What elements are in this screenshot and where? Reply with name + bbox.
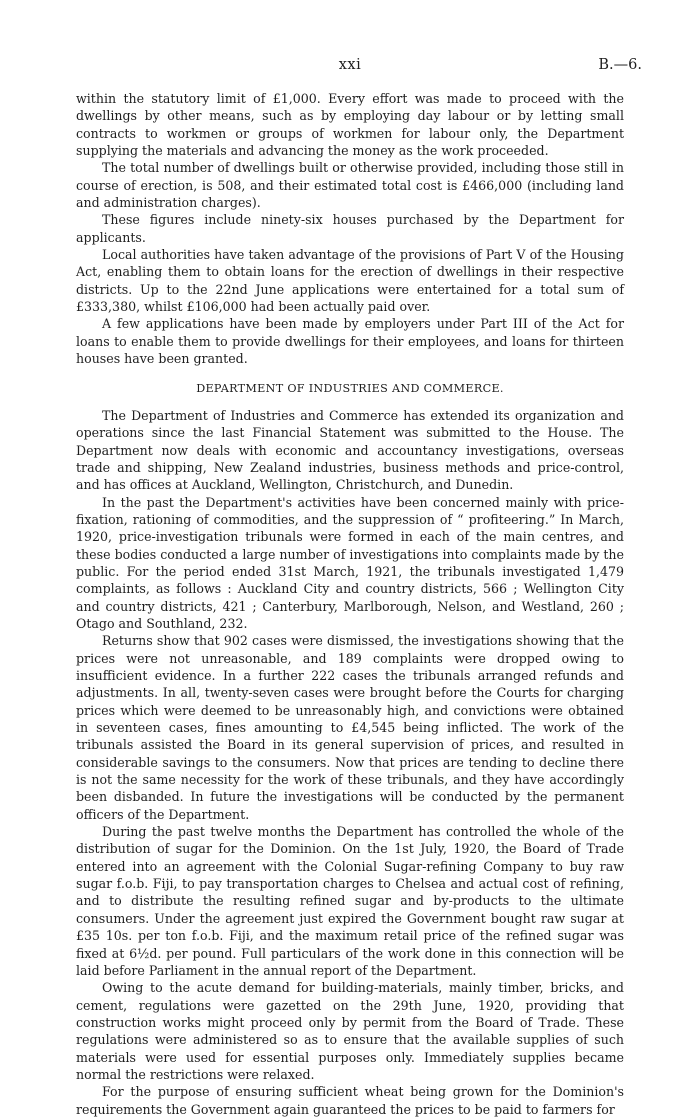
paragraph: Local authorities have taken advantage of the provisions of Part V of the Housing Act, enabling them to obtain loans for the erection of dwellings in their respective districts. Up to the 22nd June applications were entertained for a total sum of £333,380, whilst £106,000 had been actually paid over. (76, 247, 624, 315)
document-reference: B.—6. (598, 57, 642, 73)
paragraph: During the past twelve months the Department has controlled the whole of the distribution of sugar for the Dominion. On the 1st July, 1920, the Board of Trade entered into an agreement with the Colonial Sugar-refining Company to buy raw sugar f.o.b. Fiji, to pay transportation charges to Chelsea and actual cost of refining, and to distribute the resulting refined sugar and by-products to the ultimate consumers. Under the agreement just expired the Government bought raw sugar at £35 10s. per ton f.o.b. Fiji, and the maximum retail price of the refined sugar was fixed at 6½d. per pound. Full particulars of the work done in this connection will be laid before Parliament in the annual report of the Department. (76, 824, 624, 978)
section-heading: DEPARTMENT OF INDUSTRIES AND COMMERCE. (196, 381, 504, 395)
paragraph: within the statutory limit of £1,000. Every effort was made to proceed with the dwellings by other means, such as by employing day labour or by letting small contracts to workmen or groups of workmen for labour only, the Department supplying the materials and advancing the money as the work proceeded. (76, 91, 624, 159)
paragraph: These figures include ninety-six houses purchased by the Department for applicants. (76, 212, 624, 245)
paragraph: In the past the Department's activities have been concerned mainly with price-fixation, rationing of commodities, and the suppression of “ profiteering.” In March, 1920, price-investigation tribunals were formed in each of the main centres, and these bodies conducted a large number of investigations into complaints made by the public. For the period ended 31st March, 1921, the tribunals investigated 1,479 complaints, as follows : Auckland City and country districts, 566 ; Wellington City and country districts, 421 ; Canterbury, Marlborough, Nelson, and Westland, 260 ; Otago and Southland, 232. (76, 494, 624, 631)
page-number: xxi (338, 57, 362, 73)
paragraph: A few applications have been made by employers under Part III of the Act for loans to enable them to provide dwellings for their employees, and loans for thirteen houses have been granted. (76, 316, 624, 367)
paragraph: Owing to the acute demand for building-materials, mainly timber, bricks, and cement, regulations were gazetted on the 29th June, 1920, providing that construction works might proceed only by permit from the Board of Trade. These regulations were administered so as to ensure that the available supplies of such materials were used for essential purposes only. Immediately supplies became normal the restrictions were relaxed. (76, 980, 624, 1082)
paragraph: For the purpose of ensuring sufficient wheat being grown for the Dominion's requirements the Government again guaranteed the prices to be paid to farmers for (76, 1084, 624, 1117)
paragraph: The total number of dwellings built or otherwise provided, including those still in course of erection, is 508, and their estimated total cost is £466,000 (including land and administration charges). (76, 160, 624, 211)
paragraph: Returns show that 902 cases were dismissed, the investigations showing that the prices were not unreasonable, and 189 complaints were dropped owing to insufficient evidence. In a further 222 cases the tribunals arranged refunds and adjustments. In all, twenty-seven cases were brought before the Courts for charging prices which were deemed to be unreasonably high, and convictions were obtained in seventeen cases, fines amounting to £4,545 being inflicted. The work of the tribunals assisted the Board in its general supervision of prices, and resulted in considerable savings to the consumers. Now that prices are tending to decline there is not the same necessity for the work of these tribunals, and they have accordingly been disbanded. In future the investigations will be conducted by the permanent officers of the Department. (76, 633, 624, 822)
page-body (76, 90, 624, 1118)
paragraph: The Department of Industries and Commerce has extended its organization and operations since the last Financial Statement was submitted to the House. The Department now deals with economic and accountancy investigations, overseas trade and shipping, New Zealand industries, business methods and price-control, and has offices at Auckland, Wellington, Christchurch, and Dunedin. (76, 407, 624, 493)
